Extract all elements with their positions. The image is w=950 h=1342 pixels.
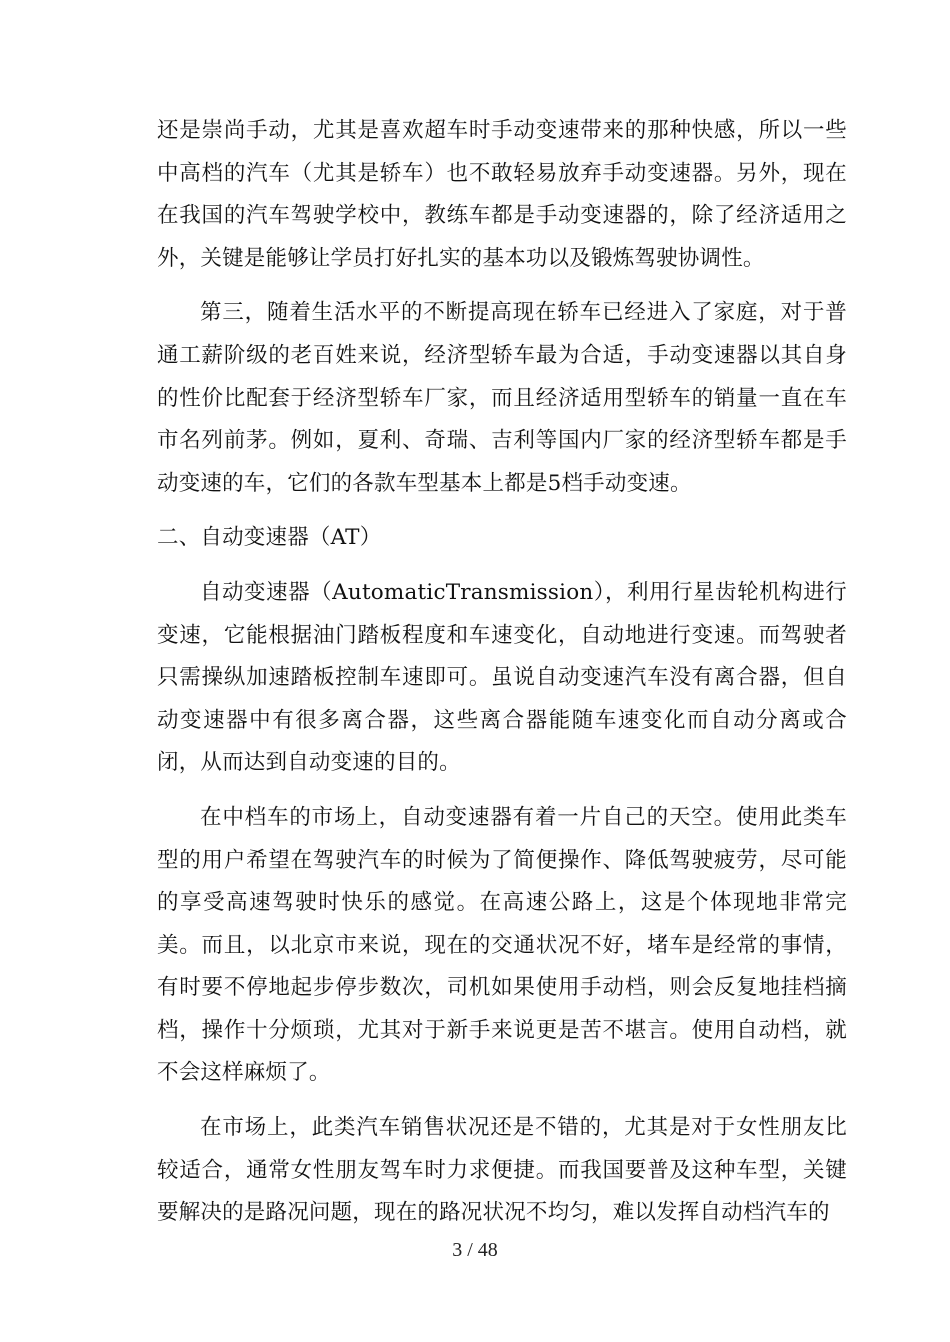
document-body [157, 110, 847, 1247]
paragraph-mid-range-market: 在中档车的市场上，自动变速器有着一片自己的天空。使用此类车型的用户希望在驾驶汽车的时候为了简便操作、降低驾驶疲劳，尽可能的享受高速驾驶时快乐的感觉。在高速公路上，这是个体现地非常完美。而且，以北京市来说，现在的交通状况不好，堵车是经常的事情，有时要不停地起步停步数次，司机如果使用手动档，则会反复地挂档摘档，操作十分烦琐，尤其对于新手来说更是苦不堪言。使用自动档，就不会这样麻烦了。 [157, 804, 847, 1086]
section-heading-automatic-transmission: 二、自动变速器（AT） [157, 525, 382, 551]
paragraph-manual-preference: 还是崇尚手动，尤其是喜欢超车时手动变速带来的那种快感，所以一些中高档的汽车（尤其是轿车）也不敢轻易放弃手动变速器。另外，现在在我国的汽车驾驶学校中，教练车都是手动变速器的，除了经济适用之外，关键是能够让学员打好扎实的基本功以及锻炼驾驶协调性。 [157, 118, 847, 271]
page-number: 3 / 48 [452, 1239, 498, 1261]
paragraph-market-sales: 在市场上，此类汽车销售状况还是不错的，尤其是对于女性朋友比较适合，通常女性朋友驾车时力求便捷。而我国要普及这种车型，关键要解决的是路况问题，现在的路况状况不均匀，难以发挥自动档汽车的 [157, 1115, 847, 1226]
paragraph-third-point: 第三，随着生活水平的不断提高现在轿车已经进入了家庭，对于普通工薪阶级的老百姓来说，经济型轿车最为合适，手动变速器以其自身的性价比配套于经济型轿车厂家，而且经济适用型轿车的销量一直在车市名列前茅。例如，夏利、奇瑞、吉利等国内厂家的经济型轿车都是手动变速的车，它们的各款车型基本上都是5档手动变速。 [157, 300, 847, 496]
paragraph-at-definition: 自动变速器（AutomaticTransmission），利用行星齿轮机构进行变速，它能根据油门踏板程度和车速变化，自动地进行变速。而驾驶者只需操纵加速踏板控制车速即可。虽说自动变速汽车没有离合器，但自动变速器中有很多离合器，这些离合器能随车速变化而自动分离或合闭，从而达到自动变速的目的。 [157, 579, 847, 776]
